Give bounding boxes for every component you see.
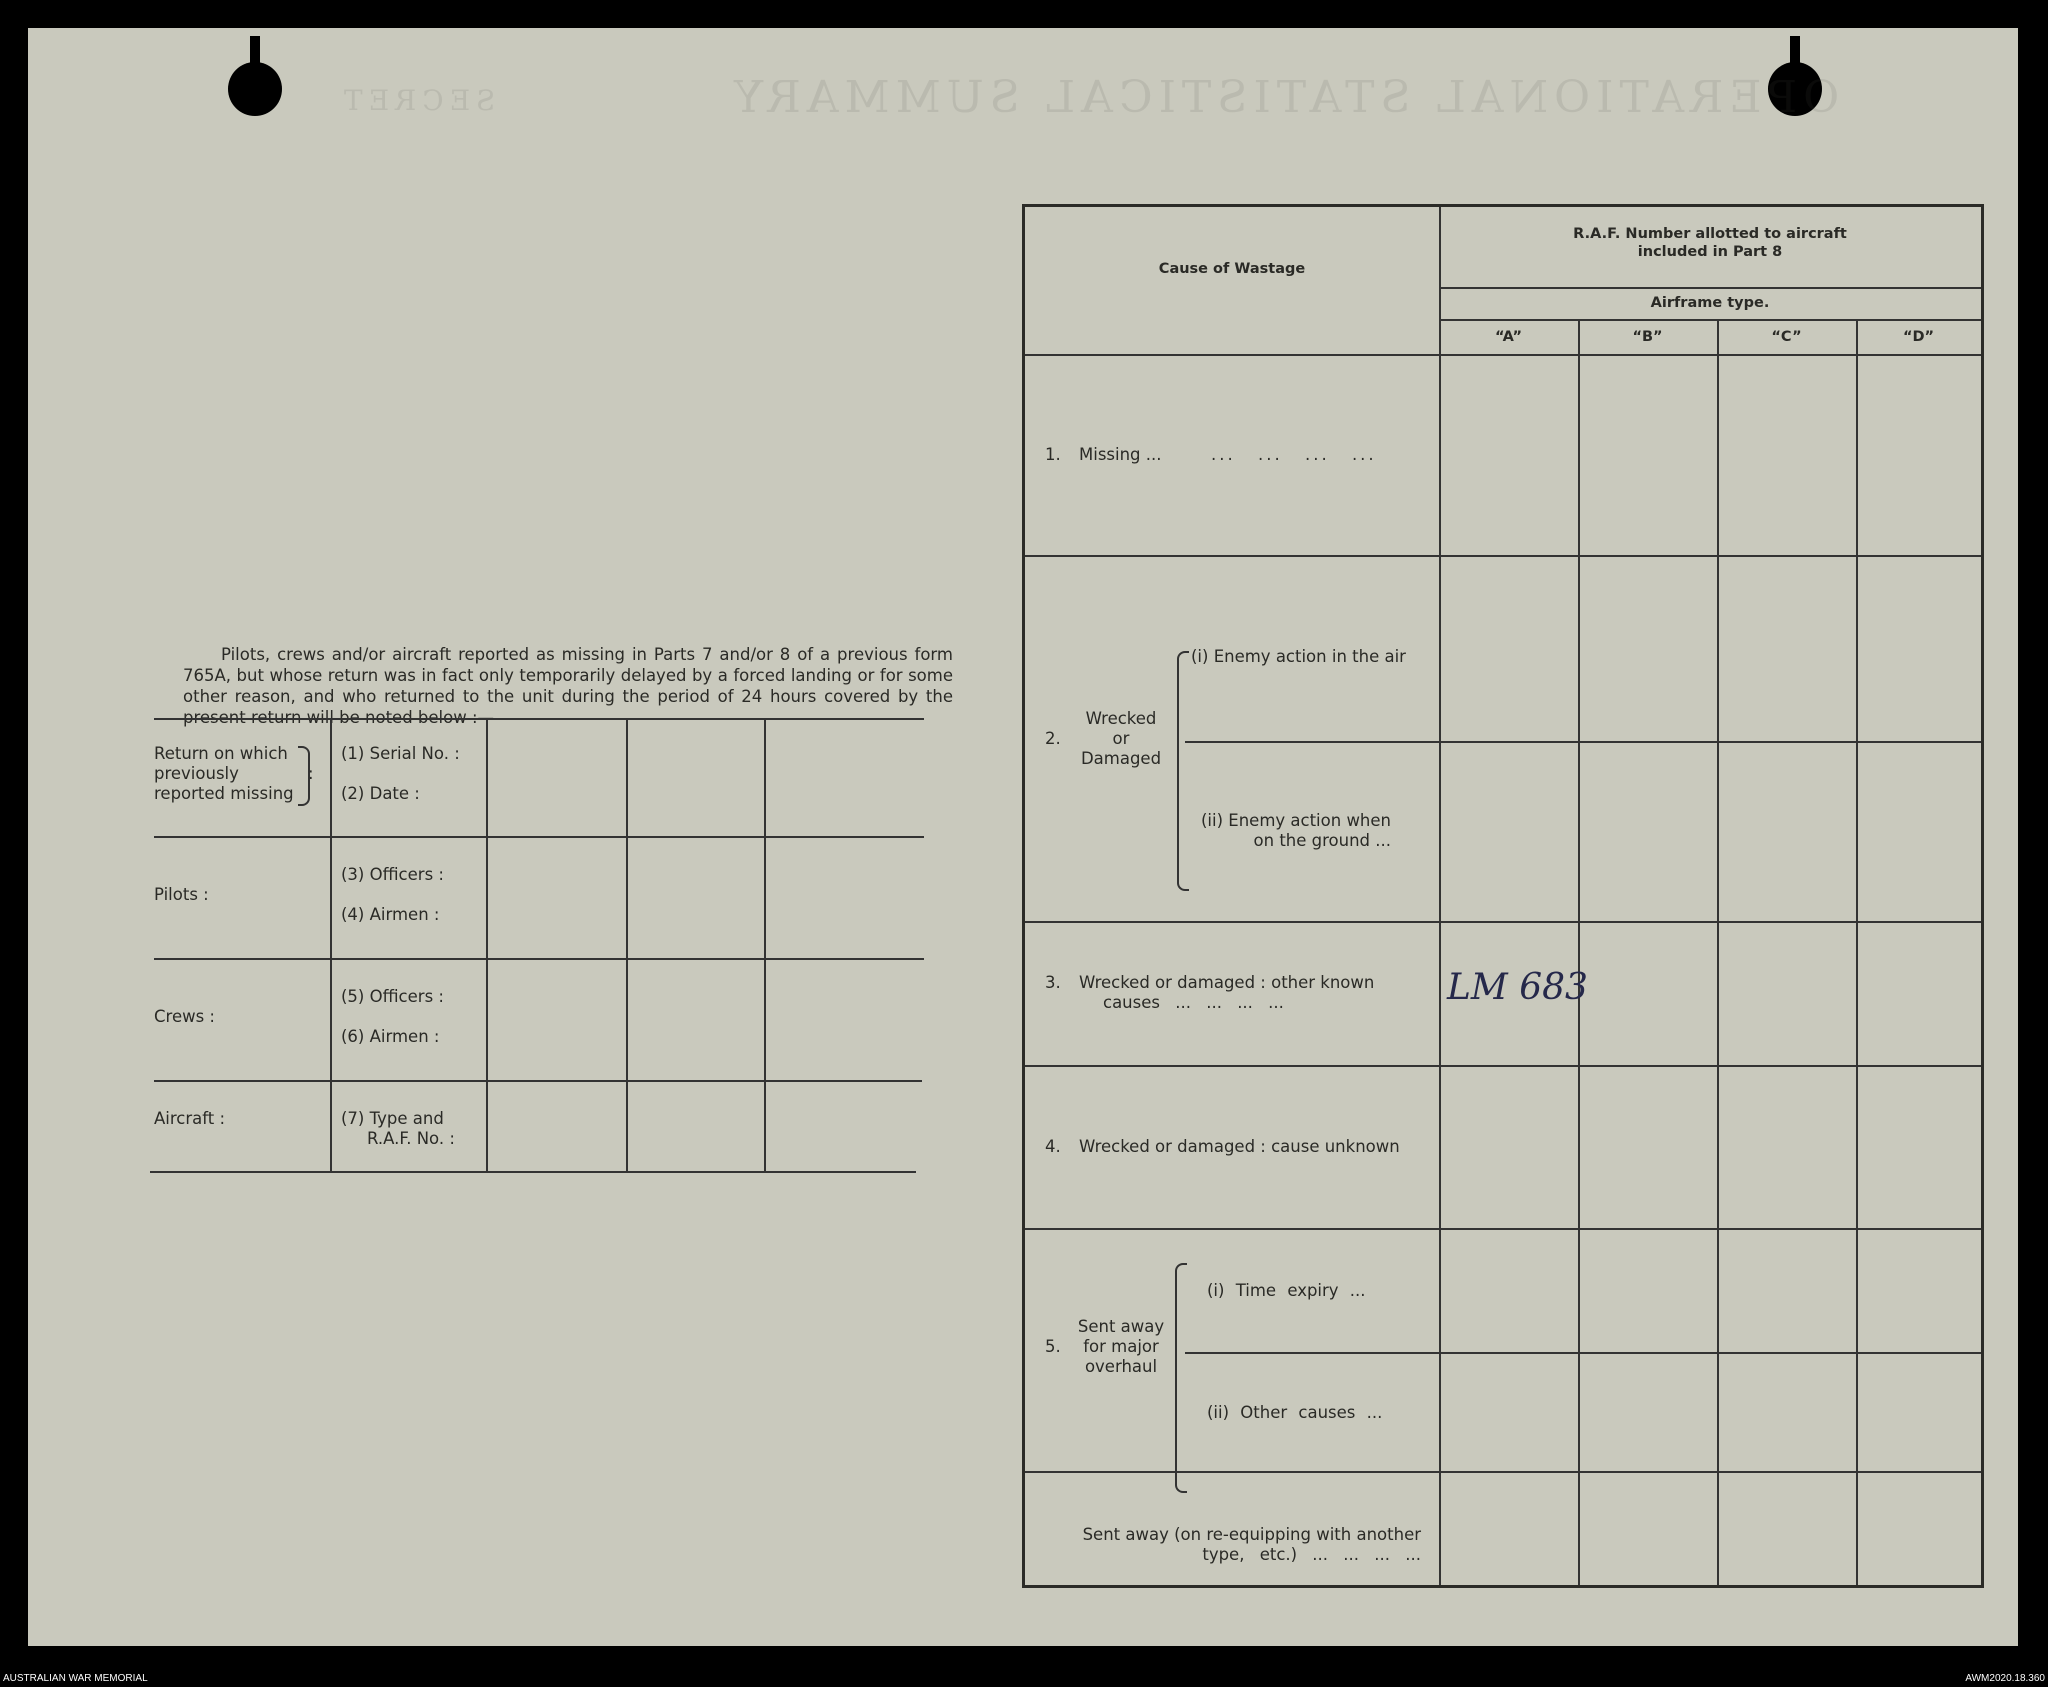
col-divider — [486, 720, 488, 1172]
rule — [1439, 319, 1981, 321]
handwritten-serial: LM 683 — [1447, 967, 1588, 1008]
header-col-d: “D” — [1902, 329, 1935, 345]
rule — [1025, 1065, 1981, 1067]
row-other-known-label: Wrecked or damaged : other known causes ... ... ... ... — [1079, 973, 1375, 1012]
group-label: Return on which previously reported missing — [154, 744, 294, 803]
rule — [1185, 741, 1981, 743]
header-raf-number: R.A.F. Number allotted to aircraft included in Part 8 — [1573, 226, 1847, 260]
row-wrecked-damaged-label: Wrecked or Damaged — [1080, 709, 1162, 768]
rule — [1025, 921, 1981, 923]
field-date: (2) Date : — [341, 784, 420, 803]
row-missing-label: Missing ... — [1079, 445, 1162, 464]
row-overhaul-label: Sent away for major overhaul — [1077, 1317, 1165, 1376]
col-divider — [626, 720, 628, 1172]
field-pilot-airmen: (4) Airmen : — [341, 905, 440, 924]
rule — [1025, 354, 1981, 356]
rule — [1025, 1471, 1981, 1473]
rule — [1185, 1352, 1981, 1354]
header-col-b: “B” — [1632, 329, 1663, 345]
header-cause: Cause of Wastage — [1158, 261, 1306, 277]
col-divider — [1578, 319, 1580, 1585]
col-divider — [764, 720, 766, 1172]
field-serial-no: (1) Serial No. : — [341, 744, 460, 763]
rule — [154, 836, 924, 838]
header-airframe-type: Airframe type. — [1650, 295, 1770, 311]
sub-other-causes: (ii) Other causes ... — [1207, 1403, 1383, 1422]
group-label: Aircraft : — [154, 1109, 226, 1128]
field-pilot-officers: (3) Officers : — [341, 865, 444, 884]
row-cause-unknown-label: Wrecked or damaged : cause unknown — [1079, 1137, 1400, 1156]
caption-left: AUSTRALIAN WAR MEMORIAL — [3, 1673, 148, 1684]
sub-time-expiry: (i) Time expiry ... — [1207, 1281, 1366, 1300]
leader-dots: ... ... ... ... — [1211, 445, 1377, 464]
rule — [1439, 287, 1981, 289]
row-number: 5. — [1045, 1337, 1061, 1356]
header-col-c: “C” — [1771, 329, 1802, 345]
row-number: 4. — [1045, 1137, 1061, 1156]
show-through-title: OPERATIONAL STATISTICAL SUMMARY — [728, 72, 1840, 123]
field-aircraft-type: (7) Type and — [341, 1109, 444, 1128]
row-number: 1. — [1045, 445, 1061, 464]
sub-enemy-ground: (ii) Enemy action when on the ground ... — [1201, 811, 1391, 850]
row-number: 2. — [1045, 729, 1061, 748]
header-col-a: “A” — [1494, 329, 1523, 345]
row-re-equipping-label: Sent away (on re-equipping with another type, etc.) ... ... ... ... — [1082, 1525, 1421, 1564]
punch-hole — [228, 62, 282, 116]
field-crew-officers: (5) Officers : — [341, 987, 444, 1006]
brace — [1175, 1263, 1187, 1493]
row-number: 3. — [1045, 973, 1061, 992]
col-divider — [1856, 319, 1858, 1585]
caption-right: AWM2020.18.360 — [1965, 1673, 2045, 1684]
form-page: OPERATIONAL STATISTICAL SUMMARY SECRET Pilots, crews and/or aircraft reported as missing in Parts 7 and/or 8 of a previous form 765A, but whose return was in fact only temporarily delayed by a forced landing or for some other reason, and who returned to the unit during the period of 24 hours covered by the present return will be noted below :— Return on which previously reported missing : (1) Serial No. : (2) Date : Pilots : (3) Officers : (4) Airmen : Crews : (5) Officers : (6) Airmen : Aircraft : (7) Type and R.A.F. No. : Cause of Wastage R.A.F. Number allotted to aircraft included in Part 8 Airframe type. “A” “B” “C” “D” 1. Missing ... ... ... ... ... 2. Wrecked or Damaged (i) Enemy action in the air (ii) Enemy action when on the ground ... 3. Wrecked or damaged : other known causes ... ... ... ... LM 683 4. Wrecked or damaged : cause unknown 5. Sent away for major overhaul (i) Time expiry ... (ii) Other causes ... Sent away (on re-equipping with another type, etc.) ... ... ... ... — [28, 28, 2018, 1646]
col-divider — [330, 720, 332, 1172]
field-crew-airmen: (6) Airmen : — [341, 1027, 440, 1046]
show-through-secret: SECRET — [338, 84, 496, 117]
brace — [1177, 651, 1189, 891]
rule — [1025, 1228, 1981, 1230]
rule — [1025, 555, 1981, 557]
col-divider — [1439, 207, 1441, 1585]
rule — [150, 1171, 916, 1173]
sub-enemy-air: (i) Enemy action in the air — [1191, 647, 1406, 666]
field-aircraft-raf-no: R.A.F. No. : — [367, 1129, 455, 1148]
instruction-paragraph: Pilots, crews and/or aircraft reported as missing in Parts 7 and/or 8 of a previous form 765A, but whose return was in fact only temporarily delayed by a forced landing or for some other reason, and who returned to the unit during the period of 24 hours covered by the present return will be noted below :— — [183, 645, 953, 727]
wastage-table — [1022, 204, 1984, 1588]
col-divider — [1717, 319, 1719, 1585]
rule — [154, 1080, 922, 1082]
group-label: Pilots : — [154, 885, 209, 904]
rule — [154, 718, 924, 720]
rule — [154, 958, 924, 960]
group-label: Crews : — [154, 1007, 215, 1026]
